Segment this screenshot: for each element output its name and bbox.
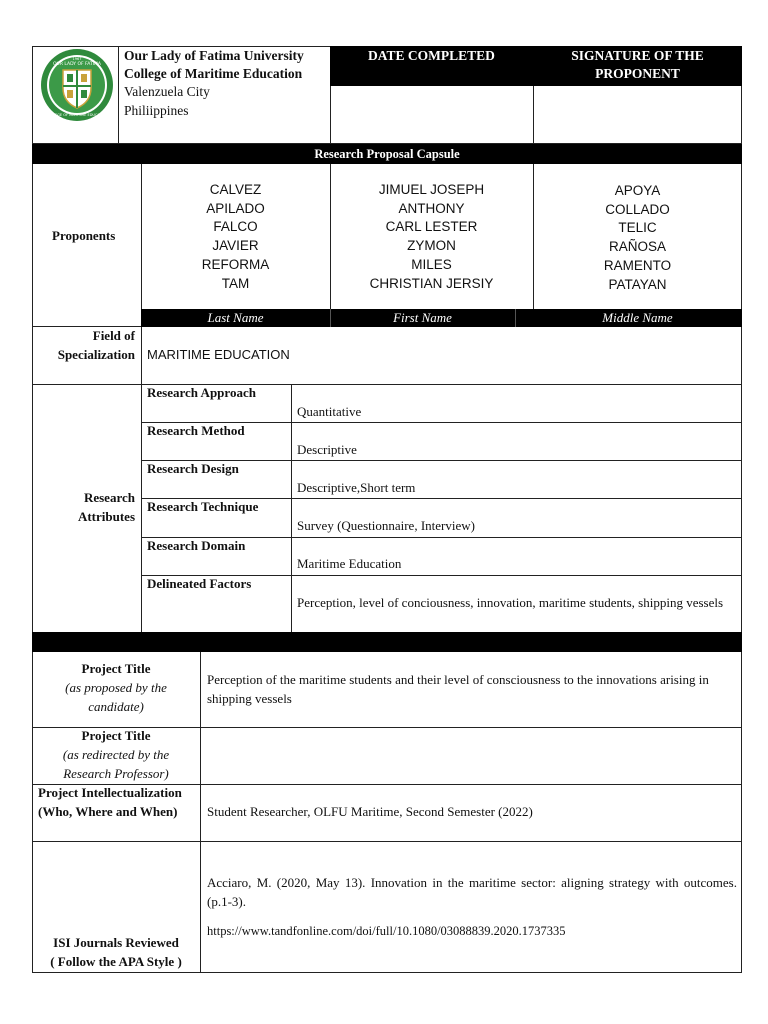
delineated-factors-key: Delineated Factors xyxy=(147,576,252,591)
last-name-column-label: Last Name xyxy=(207,310,264,325)
intellectualization-value[interactable]: Student Researcher, OLFU Maritime, Second Semester (2022) xyxy=(207,804,533,819)
attributes-label-line1: Research xyxy=(83,490,135,505)
research-technique-value[interactable]: Survey (Questionnaire, Interview) xyxy=(297,518,475,533)
first-name-item: ANTHONY xyxy=(398,200,465,216)
middle-name-item: RAMENTO xyxy=(603,257,672,273)
signature-label-line2: PROPONENT xyxy=(595,66,680,81)
research-method-value[interactable]: Descriptive xyxy=(297,442,357,457)
intellectualization-label-line1: Project Intellectualization xyxy=(38,785,182,800)
field-label-line1: Field of xyxy=(92,328,135,343)
first-name-item: MILES xyxy=(411,256,452,272)
redirected-title-value[interactable] xyxy=(207,745,737,775)
seal-year: 1967 xyxy=(72,57,82,61)
first-names-column xyxy=(330,181,533,293)
research-domain-value[interactable]: Maritime Education xyxy=(297,556,402,571)
last-name-item: REFORMA xyxy=(201,256,270,272)
attributes-label-line2: Attributes xyxy=(77,509,135,524)
university-name: Our Lady of Fatima University xyxy=(124,48,304,63)
field-label-line2: Specialization xyxy=(57,347,135,362)
redirected-title-label: Project Title xyxy=(81,728,151,743)
first-name-item: CARL LESTER xyxy=(385,219,478,235)
seal-top-text: OUR LADY OF FATIMA xyxy=(53,62,101,67)
middle-name-item: COLLADO xyxy=(605,201,670,217)
project-title-sub1: (as proposed by the xyxy=(65,680,167,695)
middle-name-item: APOYA xyxy=(614,183,661,198)
seal-bottom-text: COLLEGE OF MARITIME EDUCATION xyxy=(45,113,109,117)
intellectualization-label-line2: (Who, Where and When) xyxy=(38,804,178,819)
journal-url-link[interactable]: https://www.tandfonline.com/doi/full/10.1080/03088839.2020.1737335 xyxy=(207,924,566,938)
first-name-item: JIMUEL JOSEPH xyxy=(378,182,485,197)
journals-label-line2: ( Follow the APA Style ) xyxy=(50,954,182,969)
research-design-value[interactable]: Descriptive,Short term xyxy=(297,480,416,495)
research-approach-value[interactable]: Quantitative xyxy=(297,404,362,419)
signature-field[interactable] xyxy=(534,87,741,143)
middle-names-column xyxy=(533,182,742,294)
signature-label-line1: SIGNATURE OF THE xyxy=(571,48,704,63)
delineated-factors-value[interactable]: Perception, level of conciousness, innovation, maritime students, shipping vessels xyxy=(297,595,724,610)
research-design-key: Research Design xyxy=(147,461,239,476)
date-completed-label: DATE COMPLETED xyxy=(368,48,495,63)
date-completed-field[interactable] xyxy=(331,87,532,143)
project-title-sub2: candidate) xyxy=(88,699,144,714)
research-domain-key: Research Domain xyxy=(147,538,246,553)
middle-name-item: TELIC xyxy=(618,220,657,236)
last-name-item: TAM xyxy=(221,275,250,291)
redirected-title-sub2: Research Professor) xyxy=(63,766,169,781)
project-title-value[interactable]: Perception of the maritime students and their level of consciousness to the innovations arising in shipping vessels xyxy=(207,672,709,706)
last-name-item: FALCO xyxy=(213,219,258,235)
middle-name-column-label: Middle Name xyxy=(602,310,673,325)
last-names-column xyxy=(141,181,330,293)
field-section xyxy=(32,327,742,385)
research-technique-key: Research Technique xyxy=(147,499,259,514)
redirected-title-sub1: (as redirected by the xyxy=(62,747,170,762)
first-name-item: CHRISTIAN JERSIY xyxy=(369,275,494,291)
project-title-label: Project Title xyxy=(81,661,151,676)
proponents-label: Proponents xyxy=(52,228,116,243)
first-name-column-label: First Name xyxy=(393,310,452,325)
research-approach-key: Research Approach xyxy=(147,385,256,400)
journal-citation: Acciaro, M. (2020, May 13). Innovation in the maritime sector: aligning strategy with outcomes. (p.1-3). xyxy=(207,875,737,909)
college-name: College of Maritime Education xyxy=(124,66,303,81)
middle-name-item: RAÑOSA xyxy=(608,239,666,255)
field-value[interactable]: MARITIME EDUCATION xyxy=(147,347,290,362)
capsule-title: Research Proposal Capsule xyxy=(314,147,460,161)
last-name-item: JAVIER xyxy=(212,238,259,254)
last-name-item: APILADO xyxy=(206,200,265,216)
journals-label-line1: ISI Journals Reviewed xyxy=(53,935,179,950)
city-text: Valenzuela City xyxy=(124,84,210,99)
first-name-item: ZYMON xyxy=(407,238,456,254)
research-method-key: Research Method xyxy=(147,423,245,438)
section-divider-bar xyxy=(32,632,742,652)
middle-name-item: PATAYAN xyxy=(608,276,667,292)
last-name-item: CALVEZ xyxy=(209,182,262,197)
country-text: Philiippines xyxy=(124,103,189,118)
university-seal-logo xyxy=(40,48,114,122)
